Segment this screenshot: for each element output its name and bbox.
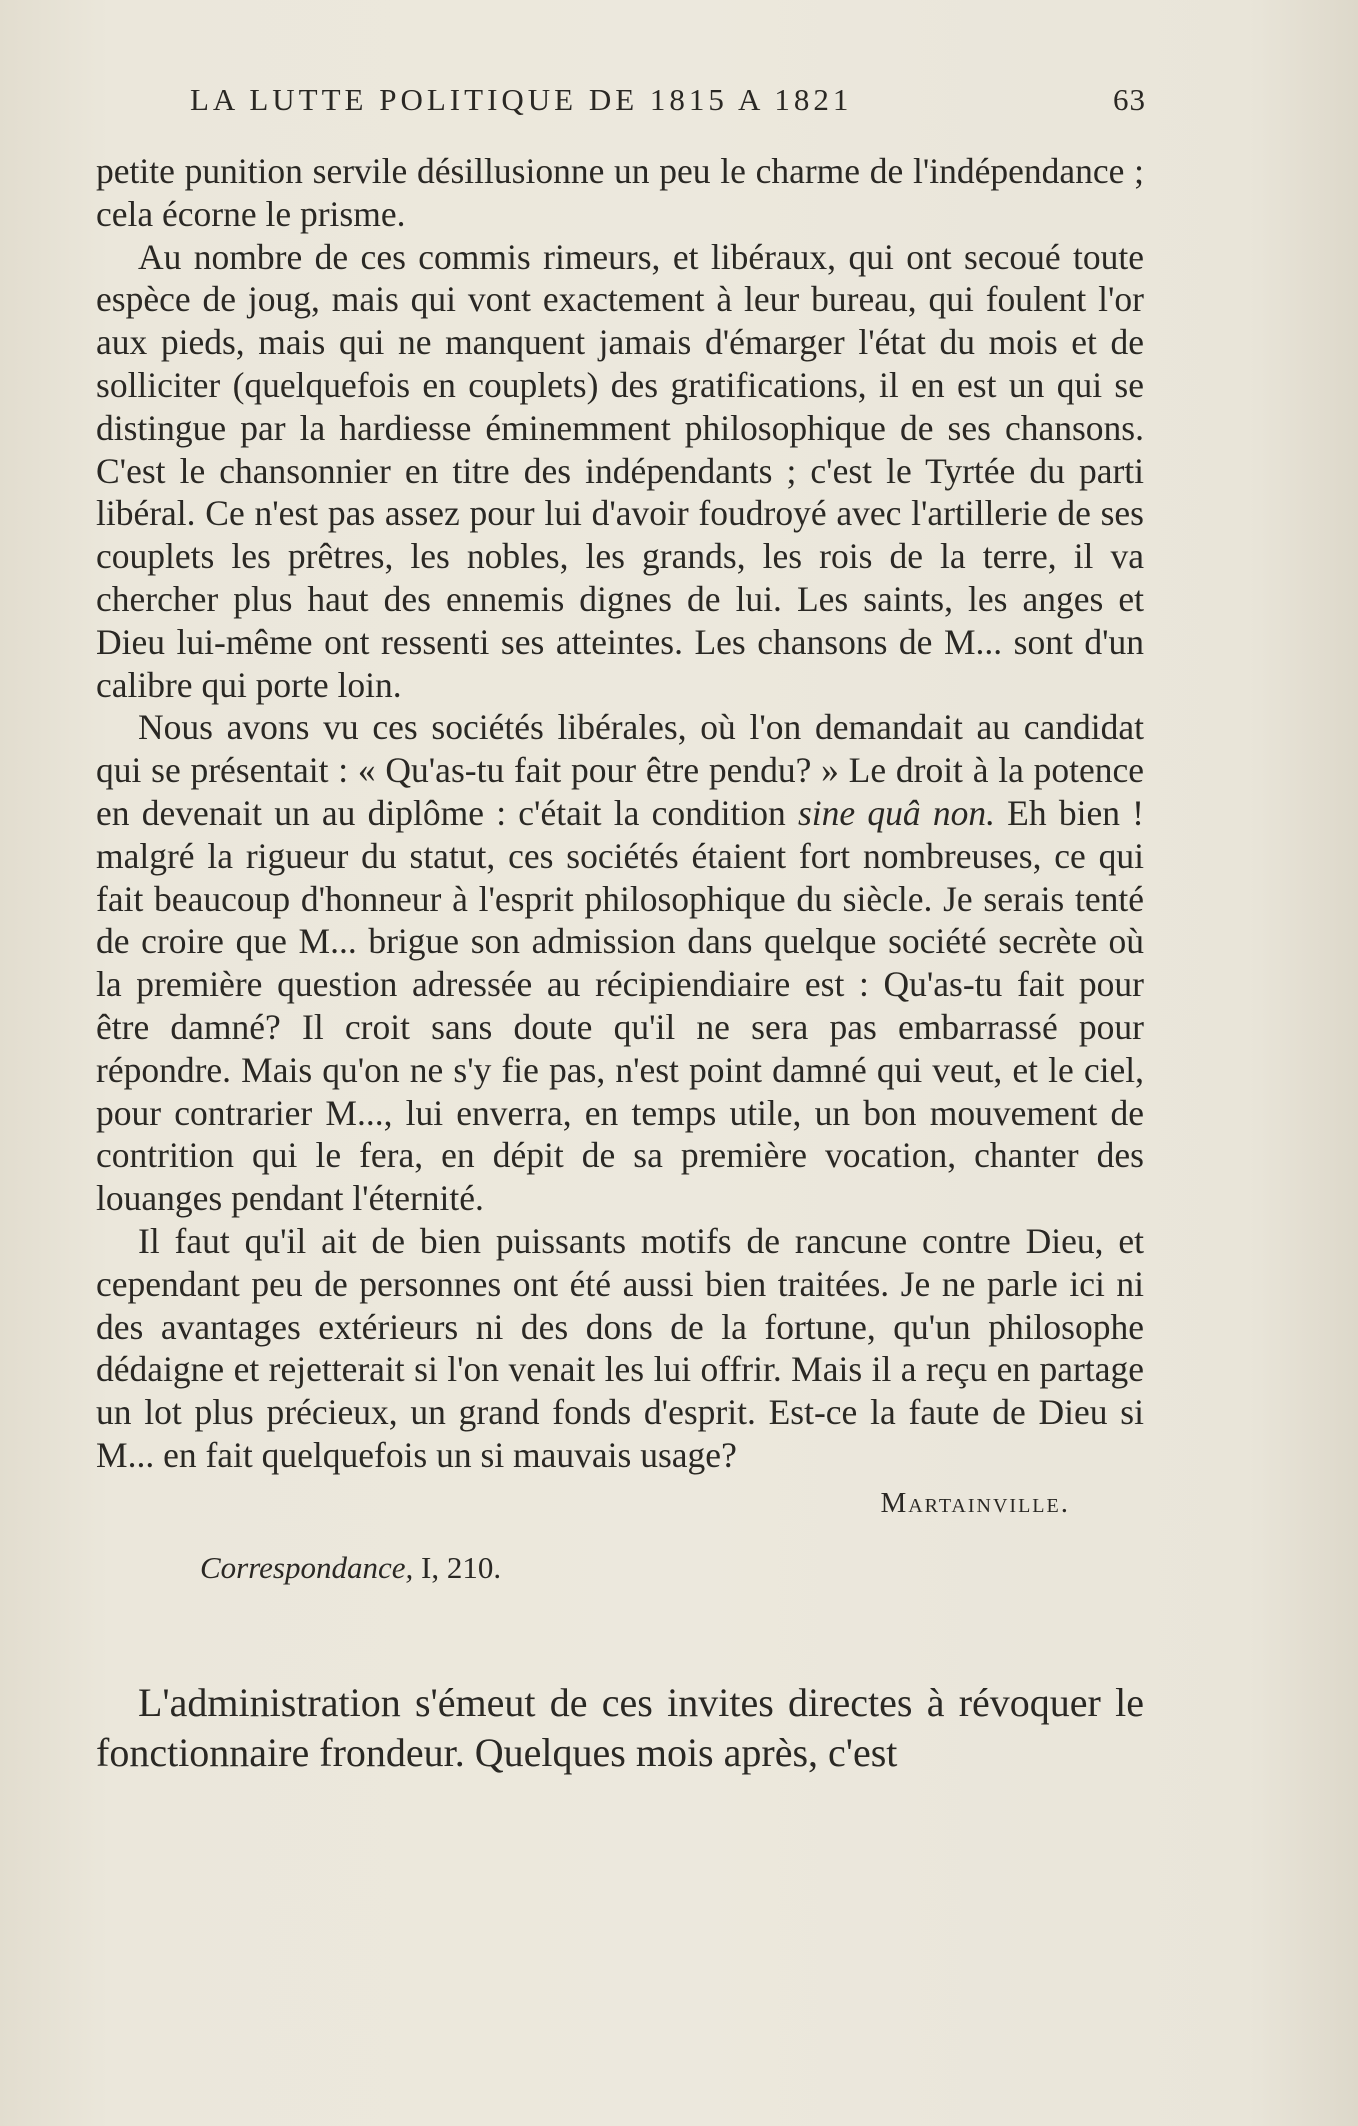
latin-phrase: sine quâ non. — [797, 792, 995, 833]
page-number: 63 — [1113, 82, 1146, 117]
source-citation — [200, 1550, 1144, 1586]
paragraph-3-text-after: Eh bien ! malgré la rigueur du statut, ces sociétés étaient fort nombreuses, ce qui fait beaucoup d'honneur à l'esprit philosophique du siècle. Je serais tenté de croire que M... brigue son admission dans quelque société secrète où la première question adressée au récipiendiaire est : Qu'as-tu fait pour être damné? Il croit sans doute qu'il ne sera pas embarrassé pour répondre. Mais qu'on ne s'y fie pas, n'est point damné qui veut, et le ciel, pour contrarier M..., lui enverra, en temps utile, un bon mouvement de contrition qui le fera, en dépit de sa première vocation, chanter des louanges pendant l'éternité. — [96, 792, 1144, 1219]
paragraph-1: petite punition servile désillusionne un peu le charme de l'indépendance ; cela écorne le prisme. — [96, 151, 1144, 234]
running-head — [190, 82, 1196, 122]
body-text — [96, 150, 1144, 1778]
paragraph-3-text-before: Nous avons vu ces sociétés libérales, où l'on demandait au candidat qui se présentait : « Qu'as-tu fait pour être pendu? » Le droit à la potence en devenait un au diplôme : c'était la condition — [96, 707, 1144, 833]
signature: Martainville. — [880, 1486, 1070, 1519]
source-title: Correspondance, — [200, 1549, 414, 1585]
paragraph-4: Il faut qu'il ait de bien puissants motifs de rancune contre Dieu, et cependant peu de personnes ont été aussi bien traitées. Je ne parle ici ni des avantages extérieurs ni des dons de la fortune, qu'un philosophe dédaigne et rejetterait si l'on venait les lui offrir. Mais il a reçu en partage un lot plus précieux, un grand fonds d'esprit. Est-ce la faute de Dieu si M... en fait quelquefois un si mauvais usage? — [96, 1220, 1144, 1475]
paragraph-3 — [96, 706, 1144, 1220]
running-head-title: LA LUTTE POLITIQUE DE 1815 A 1821 — [190, 82, 853, 117]
source-reference: I, 210. — [413, 1549, 502, 1585]
paragraph-2: Au nombre de ces commis rimeurs, et libéraux, qui ont secoué toute espèce de joug, mais qui vont exactement à leur bureau, qui foulent l'or aux pieds, mais qui ne manquent jamais d'émarger l'état du mois et de solliciter (quelquefois en couplets) des gratifications, il en est un qui se distingue par la hardiesse éminemment philosophique de ses chansons. C'est le chansonnier en titre des indépendants ; c'est le Tyrtée du parti libéral. Ce n'est pas assez pour lui d'avoir foudroyé avec l'artillerie de ses couplets les prêtres, les nobles, les grands, les rois de la terre, il va chercher plus haut des ennemis dignes de lui. Les saints, les anges et Dieu lui-même ont ressenti ses atteintes. Les chansons de M... sont d'un calibre qui porte loin. — [96, 236, 1144, 705]
section-gap — [96, 1586, 1144, 1678]
closing-paragraph: L'administration s'émeut de ces invites directes à révoquer le fonctionnaire frondeur. Quelques mois après, c'est — [96, 1679, 1144, 1775]
